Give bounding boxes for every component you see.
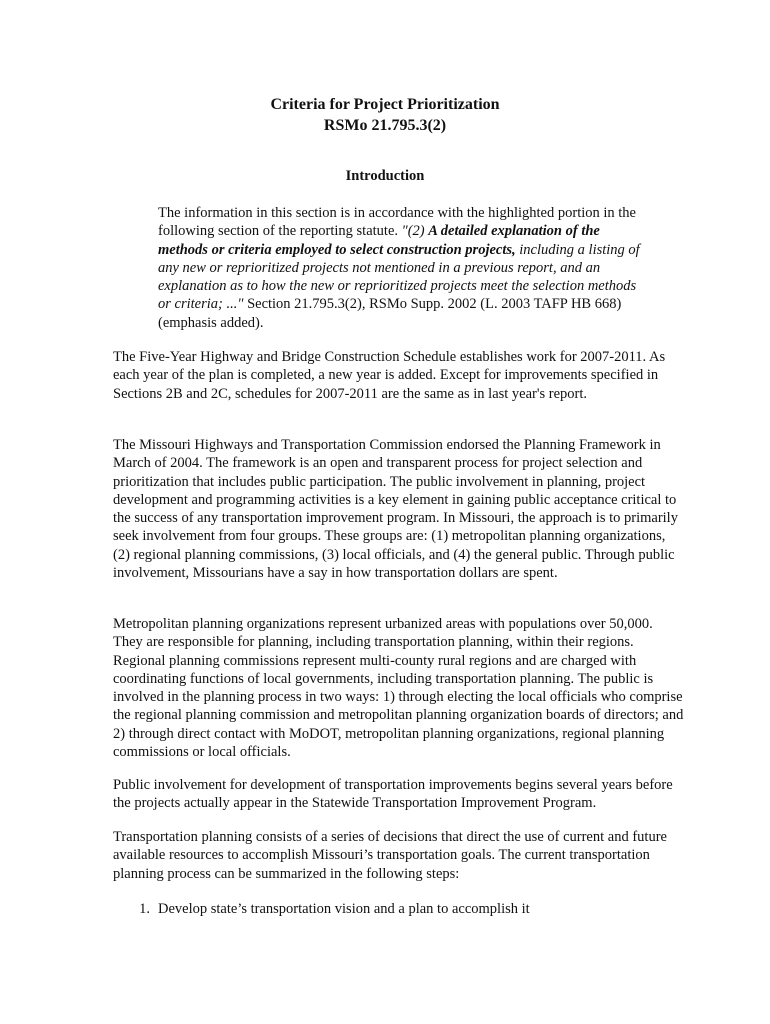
paragraph-public-involvement: Public involvement for development of transportation improvements begins several years before the projects actually appear in the Statewide Transportation Improvement Program. — [113, 777, 673, 812]
quote-citation: Section 21.795.3(2), RSMo Supp. 2002 (L. 2003 TAFP HB 668) (emphasis added). — [158, 296, 622, 331]
document-title — [0, 94, 770, 136]
paragraph-planning-process: Transportation planning consists of a series of decisions that direct the use of current and future available resources to accomplish Missouri’s transportation goals. The current transportation planning process can be summarized in the following steps: — [113, 829, 667, 882]
quote-lead: The information in this section is in accordance with the highlighted portion in the following section of the reporting statute. — [158, 205, 636, 240]
title-line-2: RSMo 21.795.3(2) — [323, 117, 447, 134]
title-line-1: Criteria for Project Prioritization — [270, 96, 500, 113]
list-item-text: Develop state’s transportation vision and a plan to accomplish it — [158, 901, 530, 917]
list-item-number: 1. — [139, 901, 150, 917]
paragraph-planning-framework: The Missouri Highways and Transportation Commission endorsed the Planning Framework in March of 2004. The framework is an open and transparent process for project selection and prioritization that includes public participation. The public involvement in planning, project development and programming activities is a key element in gaining public acceptance critical to the success of any transportation improvement program. In Missouri, the approach is to primarily seek involvement from four groups. These groups are: (1) metropolitan planning organizations, (2) regional planning commissions, (3) local officials, and (4) the general public. Through public involvement, Missourians have a say in how transportation dollars are spent. — [113, 437, 678, 582]
planning-steps-list — [113, 900, 685, 918]
paragraph-planning-organizations: Metropolitan planning organizations represent urbanized areas with populations over 50,000. They are responsible for planning, including transportation planning, within their regions. Regional planning commissions represent multi-county rural regions and are charged with coordinating functions of local governments, including transportation planning. The public is involved in the planning process in two ways: 1) through electing the local officials who comprise the regional planning commission and metropolitan planning organization boards of directors; and 2) through direct contact with MoDOT, metropolitan planning organizations, regional planning commissions or local officials. — [113, 616, 684, 761]
quote-emphasis: A detailed explanation of the methods or criteria employed to select construction projects, — [158, 223, 600, 258]
paragraph-schedule: The Five-Year Highway and Bridge Construction Schedule establishes work for 2007-2011. As each year of the plan is completed, a new year is added. Except for improvements specified in Sections 2B and 2C, schedules for 2007-2011 are the same as in last year's report. — [113, 349, 666, 402]
introduction-heading: Introduction — [345, 168, 425, 184]
quote-italic-rest: including a listing of any new or reprioritized projects not mentioned in a previous report, and an explanation as to how the new or reprioritized projects meet the selection methods or criteria; ..." — [158, 241, 640, 313]
quote-italic-open: "(2) — [401, 223, 429, 240]
statute-quote — [158, 204, 648, 332]
list-item — [113, 900, 685, 918]
